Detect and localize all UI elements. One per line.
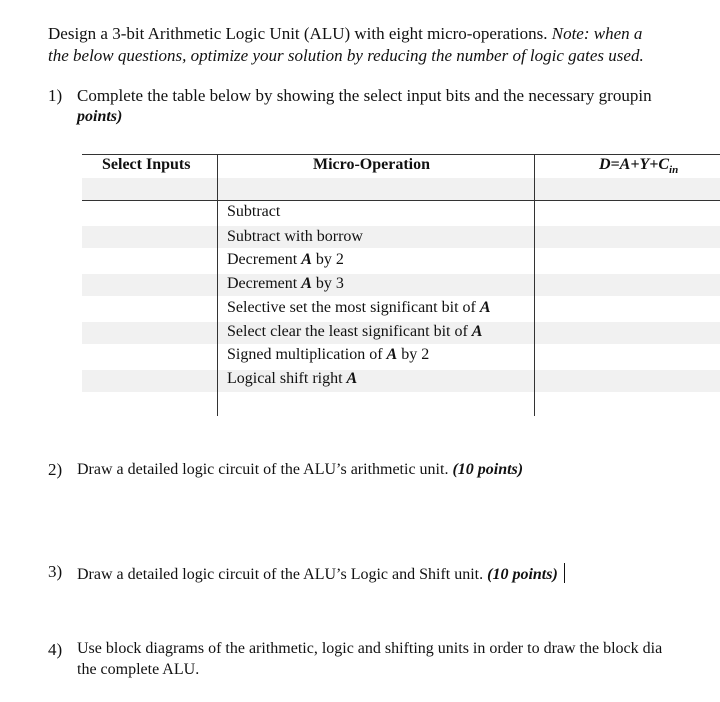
table-row-shade bbox=[82, 370, 720, 392]
operation-row: Decrement A by 3 bbox=[227, 275, 344, 292]
operation-row: Subtract bbox=[227, 203, 281, 220]
operation-row: Logical shift right A bbox=[227, 370, 358, 387]
operation-row: Decrement A by 2 bbox=[227, 251, 344, 268]
operation-row: Subtract with borrow bbox=[227, 228, 363, 245]
question-1-text: Complete the table below by showing the select input bits and the necessary groupin bbox=[77, 86, 652, 105]
question-1-number: 1) bbox=[48, 86, 63, 105]
question-4-text-line-1: Use block diagrams of the arithmetic, logic and shifting units in order to draw the block dia bbox=[77, 640, 663, 657]
table-row-shade bbox=[82, 226, 720, 248]
table-header-divider bbox=[82, 200, 720, 201]
header-d-equation bbox=[599, 156, 678, 176]
question-2-number: 2) bbox=[48, 460, 63, 479]
operation-row: Selective set the most significant bit of A bbox=[227, 299, 491, 316]
question-3-number: 3) bbox=[48, 562, 63, 581]
header-d-text: D=A+Y+C bbox=[599, 156, 670, 173]
text-cursor bbox=[564, 563, 565, 583]
intro-main-text: Design a 3-bit Arithmetic Logic Unit (ALU) with eight micro-operations. bbox=[48, 24, 552, 43]
question-3-points: (10 points) bbox=[487, 566, 558, 583]
question-2-text: Draw a detailed logic circuit of the ALU’s arithmetic unit. (10 points) bbox=[77, 461, 524, 478]
intro-line-1 bbox=[48, 24, 642, 44]
question-2-points: (10 points) bbox=[452, 461, 524, 478]
table-column-divider bbox=[217, 154, 218, 416]
operation-row: Select clear the least significant bit of A bbox=[227, 323, 483, 340]
operation-row: Signed multiplication of A by 2 bbox=[227, 346, 430, 363]
table-column-divider bbox=[534, 154, 535, 416]
intro-note-text: Note: when a bbox=[551, 24, 643, 43]
question-4-number: 4) bbox=[48, 640, 63, 659]
table-top-border bbox=[82, 154, 720, 155]
header-select-inputs: Select Inputs bbox=[102, 156, 191, 173]
question-1-points: points) bbox=[77, 108, 123, 125]
table-row-shade bbox=[82, 178, 720, 200]
header-d-subscript: in bbox=[669, 164, 679, 177]
header-micro-operation: Micro-Operation bbox=[313, 156, 431, 173]
question-4-text-line-2: the complete ALU. bbox=[77, 661, 200, 678]
question-3-text: Draw a detailed logic circuit of the ALU’s Logic and Shift unit. (10 points) bbox=[77, 563, 565, 584]
micro-operation-table bbox=[82, 154, 720, 416]
intro-line-2: the below questions, optimize your solution by reducing the number of logic gates used. bbox=[48, 46, 644, 65]
table-row-shade bbox=[82, 274, 720, 296]
